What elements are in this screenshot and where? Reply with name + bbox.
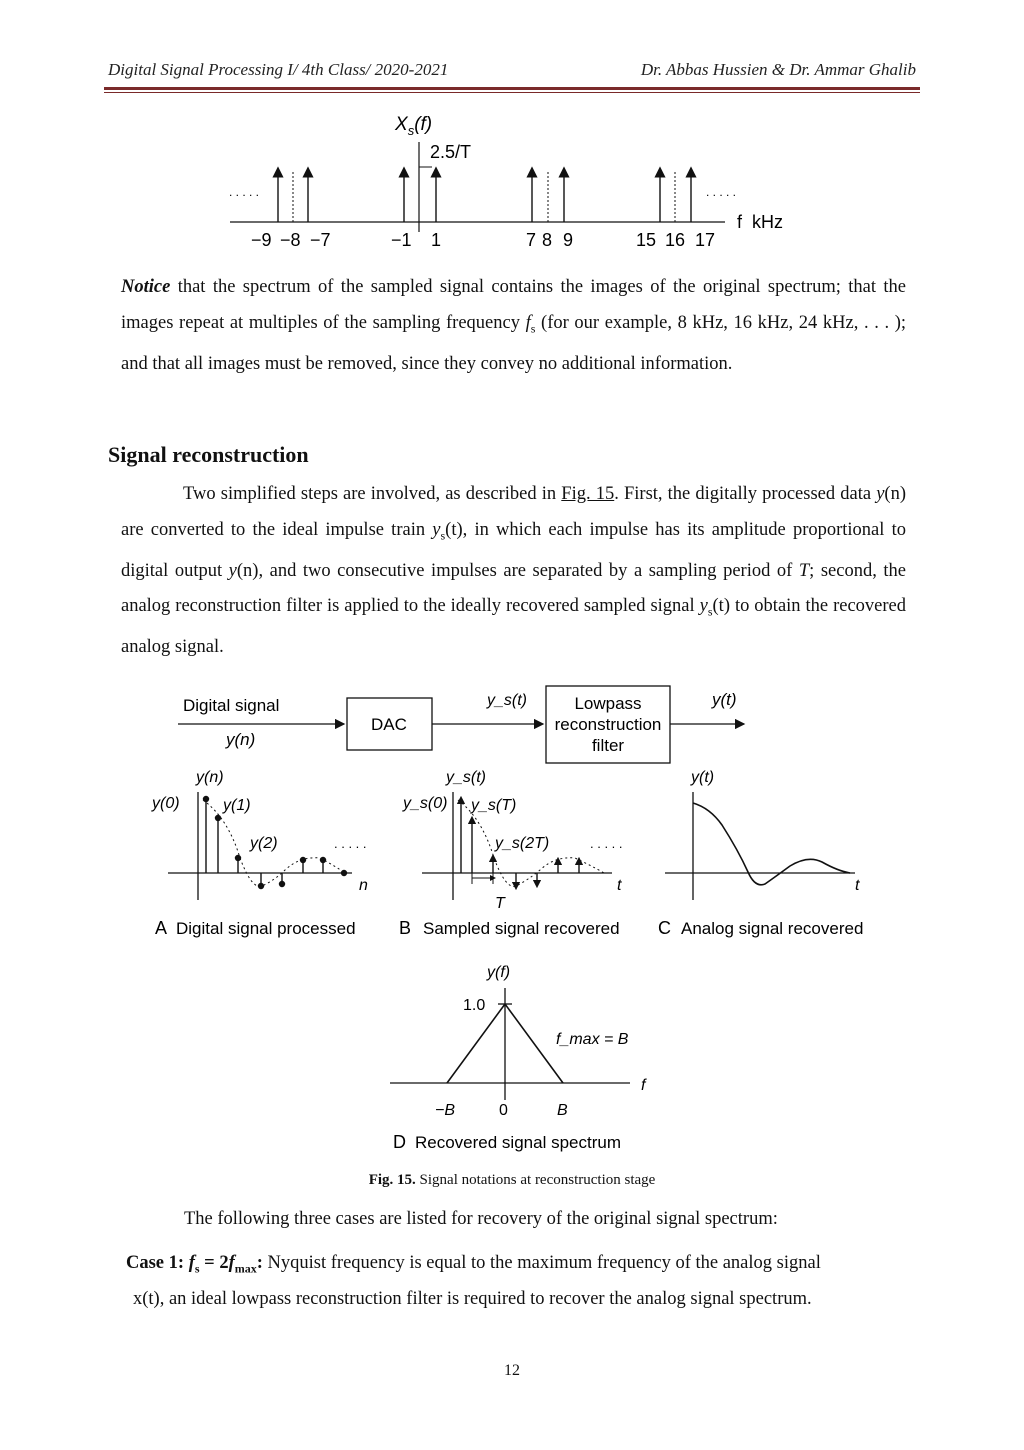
tick-label: −7 <box>310 230 331 250</box>
panel-b-axis-label: t <box>617 877 622 894</box>
panel-a-sample-3-dot <box>259 884 264 889</box>
bd-output-label: y(t) <box>712 690 737 709</box>
fig15-link[interactable]: Fig. 15 <box>561 484 615 504</box>
panel-a-sample-5-dot <box>301 858 306 863</box>
panel-a-caption: Digital signal processed <box>176 919 356 938</box>
panel-c-title: y(t) <box>691 769 715 786</box>
tick-label: 8 <box>542 230 553 250</box>
panel-c-caption: Analog signal recovered <box>681 919 864 938</box>
panel-b <box>399 769 623 938</box>
figure-caption: Fig. 15. Signal notations at reconstruction stage <box>368 1172 656 1188</box>
panel-b-dots: . . . . . <box>590 836 623 851</box>
panel-d-fmax-label: f_max = B <box>556 1031 629 1048</box>
panel-c <box>658 769 863 938</box>
case1-line1: Case 1: $f_s = 2f_{max}$: Nyquist frequency is equal to the maximum frequency of the analog signal <box>126 1253 821 1276</box>
tick-label: 9 <box>563 230 574 250</box>
panel-d-axis-label: f <box>641 1077 646 1094</box>
panel-d-title: y(f) <box>487 964 511 981</box>
panel-b-yT: y_s(T) <box>471 797 517 814</box>
tick-label: 15 <box>636 230 657 250</box>
panel-c-letter: C <box>658 918 671 938</box>
section-title: Signal reconstruction <box>108 442 309 467</box>
panel-a-sample-7-dot <box>342 871 347 876</box>
panel-d-pos-b: B <box>557 1102 568 1119</box>
panel-a <box>151 769 368 938</box>
panel-d-zero: 0 <box>499 1102 508 1119</box>
tick-label: 16 <box>665 230 686 250</box>
tick-label: 1 <box>431 230 442 250</box>
tick-label: −9 <box>251 230 272 250</box>
panel-a-sample-0-dot <box>204 797 209 802</box>
filter-label-2: reconstruction <box>554 715 662 734</box>
page-number: 12 <box>504 1362 520 1379</box>
tick-label: 7 <box>526 230 537 250</box>
spectrum-left-dots: . . . . . <box>229 185 260 199</box>
panel-b-y0: y_s(0) <box>403 795 448 812</box>
panel-a-y2: y(2) <box>250 835 278 852</box>
panel-b-letter: B <box>399 918 412 938</box>
panel-a-sample-4-dot <box>280 882 285 887</box>
panel-a-dots: . . . . . <box>334 836 367 851</box>
panel-a-title: y(n) <box>196 769 224 786</box>
panel-b-title: y_s(t) <box>446 769 486 786</box>
sampled-spectrum-figure <box>0 100 1024 260</box>
panel-d-caption: Recovered signal spectrum <box>415 1133 621 1152</box>
spectrum-amplitude-label: 2.5/T <box>430 142 472 162</box>
panel-d <box>390 964 647 1152</box>
spectrum-ylabel: $X_s(f)$ <box>395 114 433 138</box>
tick-label: 17 <box>695 230 716 250</box>
panel-b-caption: Sampled signal recovered <box>423 919 620 938</box>
header-course-title: Digital Signal Processing I/ 4th Class/ 2020-2021 <box>108 60 449 79</box>
cases-intro: The following three cases are listed for recovery of the original signal spectrum: <box>184 1209 778 1229</box>
panel-c-axis-label: t <box>855 877 860 894</box>
bd-input-sub: y(n) <box>226 730 256 749</box>
spectrum-right-dots: . . . . . <box>706 185 737 199</box>
filter-label-3: filter <box>591 736 625 755</box>
tick-label: −1 <box>391 230 412 250</box>
panel-a-sample-6-dot <box>321 858 326 863</box>
notice-paragraph: Notice that the spectrum of the sampled signal contains the images of the original spectrum; that the images repeat at multiples of the sampling frequency $f_s$ (for our example, 8 kHz, 16 kHz, 24 kHz, . . . ); and that all images must be removed, since they convey no additional information. <box>121 277 907 374</box>
header-rule-thin <box>104 92 920 93</box>
panel-a-sample-1-dot <box>216 816 221 821</box>
panel-d-letter: D <box>393 1132 406 1152</box>
panel-a-y0: y(0) <box>152 795 180 812</box>
bd-ys-label: y_s(t) <box>487 692 527 709</box>
spectrum-axis-label: f kHz <box>737 212 784 232</box>
panel-a-y1: y(1) <box>223 797 251 814</box>
dac-label: DAC <box>371 715 407 734</box>
tick-label: −8 <box>280 230 301 250</box>
filter-label-1: Lowpass <box>574 694 642 713</box>
fig15-diagram <box>0 675 1024 1165</box>
panel-d-peak-label: 1.0 <box>463 997 486 1014</box>
bd-input-label: Digital signal <box>183 696 280 715</box>
panel-b-y2T: y_s(2T) <box>495 835 550 852</box>
panel-a-axis-label: n <box>359 877 368 894</box>
panel-a-sample-2-dot <box>236 856 241 861</box>
header-rule-thick <box>104 87 920 90</box>
panel-d-neg-b: −B <box>435 1102 456 1119</box>
panel-b-period-label: T <box>495 895 505 912</box>
reconstruction-paragraph: Two simplified steps are involved, as described in Fig. 15. First, the digitally processed data y(n) are converted to the ideal impulse train $y_s(t)$, in which each impulse has its amplitude proportional to digital output y(n), and two consecutive impulses are separated by a sampling period of T; second, the analog reconstruction filter is applied to the ideally recovered sampled signal $y_s(t)$ to obtain the recovered analog signal. <box>121 484 906 658</box>
case1-line2: x(t), an ideal lowpass reconstruction filter is required to recover the analog signal spectrum. <box>133 1289 812 1309</box>
header-authors: Dr. Abbas Hussien & Dr. Ammar Ghalib <box>640 60 916 79</box>
panel-a-letter: A <box>155 918 168 938</box>
